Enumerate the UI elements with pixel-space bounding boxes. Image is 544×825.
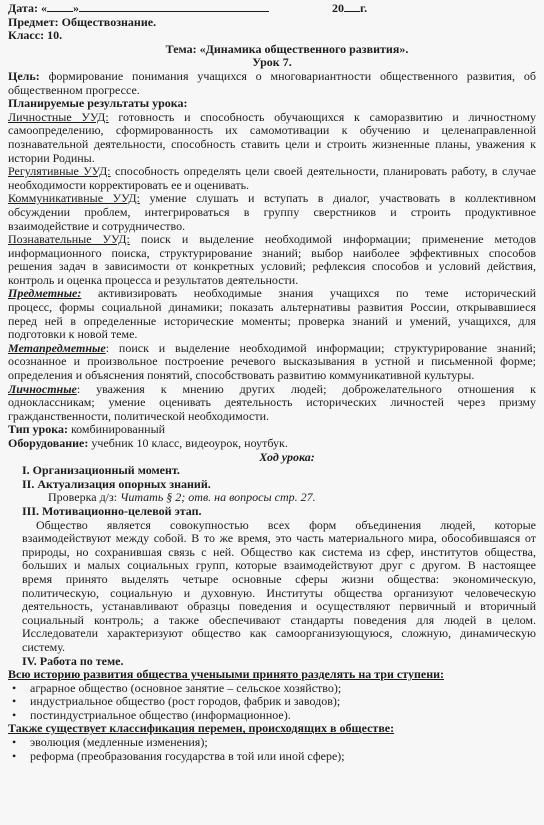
homework-check-label: Проверка д/з: [48,491,121,505]
goal-line-2: общественном прогрессе. [8,83,140,97]
paragraph-line-1: Общество является совокупностью всех форм объединения людей, которые [36,518,536,532]
regulatory-uud-label: Регулятивные УУД: [8,165,111,179]
document-page [0,1,544,825]
subject-results-line-3: перед ней в определенные исторические моменты; проверка знаний и умений, учащихся, для [8,314,536,328]
communicative-uud-line-3: взаимодействие и сотрудничество. [8,219,186,233]
year-blank [344,1,360,12]
regulatory-uud-line-2: необходимости корректировать ее и оценивать. [8,178,250,192]
stage-1-heading: I. Организационный момент. [22,464,180,478]
stage-4-heading: IV. Работа по теме. [22,654,124,668]
homework-check-value: Читать § 2; отв. на вопросы стр. 27. [120,491,316,505]
cognitive-uud-line-3: решения задач в зависимости от конкретных условий; рефлексия способов и условий действия, [8,260,536,274]
personal-uud-line-2: самоопределению, сформированность их самомотивации к обучению и целенаправленной [8,124,536,138]
subject-results-line-2: процесс, формы социальной динамики; показать альтернативы развития России, открывавшиеся [8,301,536,315]
cognitive-uud-line-4: контроль и оценка процесса и результатов деятельности. [8,273,299,287]
equipment-line [8,437,536,451]
lesson-type-label: Тип урока: [8,423,68,437]
subject-results-line-4: подготовки к новой теме. [8,328,138,342]
change-classification-heading: Также существует классификация перемен, происходящих в обществе: [8,722,395,736]
personal-results-line-3: гражданственности, политической необходимости. [8,409,269,423]
paragraph-line-8: социальный контроль; а также обеспечивают стандарты поведения для людей в целом. [22,613,536,627]
paragraph-line-7: деятельность, устанавливают образцы поведения и осуществляют первичный и вторичный [22,600,536,614]
progress-heading: Ход урока: [259,450,315,464]
homework-check-line [8,491,536,505]
meta-results-line-3: определения и объяснения понятий, способствовать развитию коммуникативной культуры. [8,369,475,383]
lesson-type-value: комбинированный [67,423,166,437]
subject-line: Предмет: Обществознание. [8,15,157,29]
cognitive-uud-label: Познавательные УУД: [8,233,130,247]
communicative-uud-line-2: обсуждении проблем, интегрироваться в группу сверстников и строить продуктивное [8,205,536,219]
regulatory-uud-line-1: Регулятивные УУД: способность определять цели своей деятельности, планировать работу, в случае [8,165,536,179]
subject-results-line-1: Предметные: активизировать необходимые знания учащихся по теме исторический [8,287,536,301]
date-mid: » [72,1,79,15]
paragraph-line-9: Исследователи характеризуют общество как самоорганизующуюся, сложную, динамическую [22,627,536,641]
personal-results-line-1: Личностные: уважения к мнению других людей; доброжелательного отношения к [8,382,536,396]
meta-results-line-1: Метапредметные: поиск и выделение необходимой информации; структурирование знаний; [8,341,536,355]
personal-results-label: Личностные [8,382,77,396]
stage-3-heading: III. Мотивационно-целевой этап. [22,504,202,518]
cognitive-uud-line-2: информационного поиска, структурирование знаний; выбор наиболее эффективных способов [8,246,536,260]
paragraph-line-10: систему. [22,640,66,654]
personal-results-line-2: одноклассникам; умение оценивать деятельность исторических личностей через призму [8,396,536,410]
communicative-uud-line-1: Коммуникативные УУД: умение слушать и вступать в диалог, участвовать в коллективном [8,192,536,206]
goal-label: Цель: [8,69,40,83]
change-item: • реформа (преобразования государства в той или иной сфере); [8,750,536,764]
date-line [8,1,536,16]
goal-text-1: формирование понимания учащихся о многовариантности общественного развития, об [39,69,536,83]
meta-results-line-2: осознанное и произвольное построение речевого высказывания в устной и письменной форме; [8,355,536,369]
day-blank [47,1,73,12]
equipment-label: Оборудование: [8,437,89,450]
paragraph-line-3: природы, но сохранившая связь с ней. Общество как система из сфер, институтов общества, [22,545,536,559]
equipment-value: учебник 10 класс, видеоурок, ноутбук. [88,437,288,450]
month-blank [79,1,269,12]
communicative-uud-label: Коммуникативные УУД: [8,192,140,206]
year-prefix: 20 [331,1,344,15]
meta-results-label: Метапредметные [8,341,106,355]
motivation-paragraph [8,519,536,655]
change-item: • эволюция (медленные изменения); [8,736,536,750]
results-heading: Планируемые результаты урока: [8,97,188,111]
society-stage-item: • индустриальное общество (рост городов, фабрик и заводов); [8,695,536,709]
personal-uud-label: Личностные УУД: [8,110,109,124]
personal-uud-line-3: познавательной деятельности, способность ставить цели и строить жизненные планы, уважения к [8,137,536,151]
grade-line: Класс: 10. [8,29,63,43]
date-label: Дата: « [8,1,47,15]
stage-2-heading: II. Актуализация опорных знаний. [22,477,211,491]
personal-uud-line-4: истории Родины. [8,151,95,165]
personal-uud-line-1: Личностные УУД: готовность и способность обучающихся к саморазвитию и личностному [8,110,536,124]
paragraph-line-6: политическую, социальную и духовную. Институты общества организуют человеческую [22,586,536,600]
lesson-number: Урок 7. [252,56,292,70]
subject-results-label: Предметные: [8,287,82,301]
society-stages-heading: Всю историю развития общества ученыыми принято разделять на три ступени: [8,668,445,682]
topic-title: Тема: «Динамика общественного развития». [165,42,409,56]
goal-line-1 [8,70,536,84]
paragraph-line-2: взаимодействуют между собой. В то же время, это часть материального мира, обособившаяся от [22,532,536,546]
paragraph-line-4: больших и малых социальных групп, которые взаимодействуют друг с другом. В настоящее [22,559,536,573]
lesson-type-line [8,423,536,437]
cognitive-uud-line-1: Познавательные УУД: поиск и выделение необходимой информации; применение методов [8,233,536,247]
paragraph-line-5: время принято выделять четыре основные сферы жизни общества: экономическую, [22,572,536,586]
society-stage-item: • аграрное общество (основное занятие – сельское хозяйство); [8,682,536,696]
society-stage-item: • постиндустриальное общество (информационное). [8,709,536,723]
year-suffix: г. [359,1,368,15]
